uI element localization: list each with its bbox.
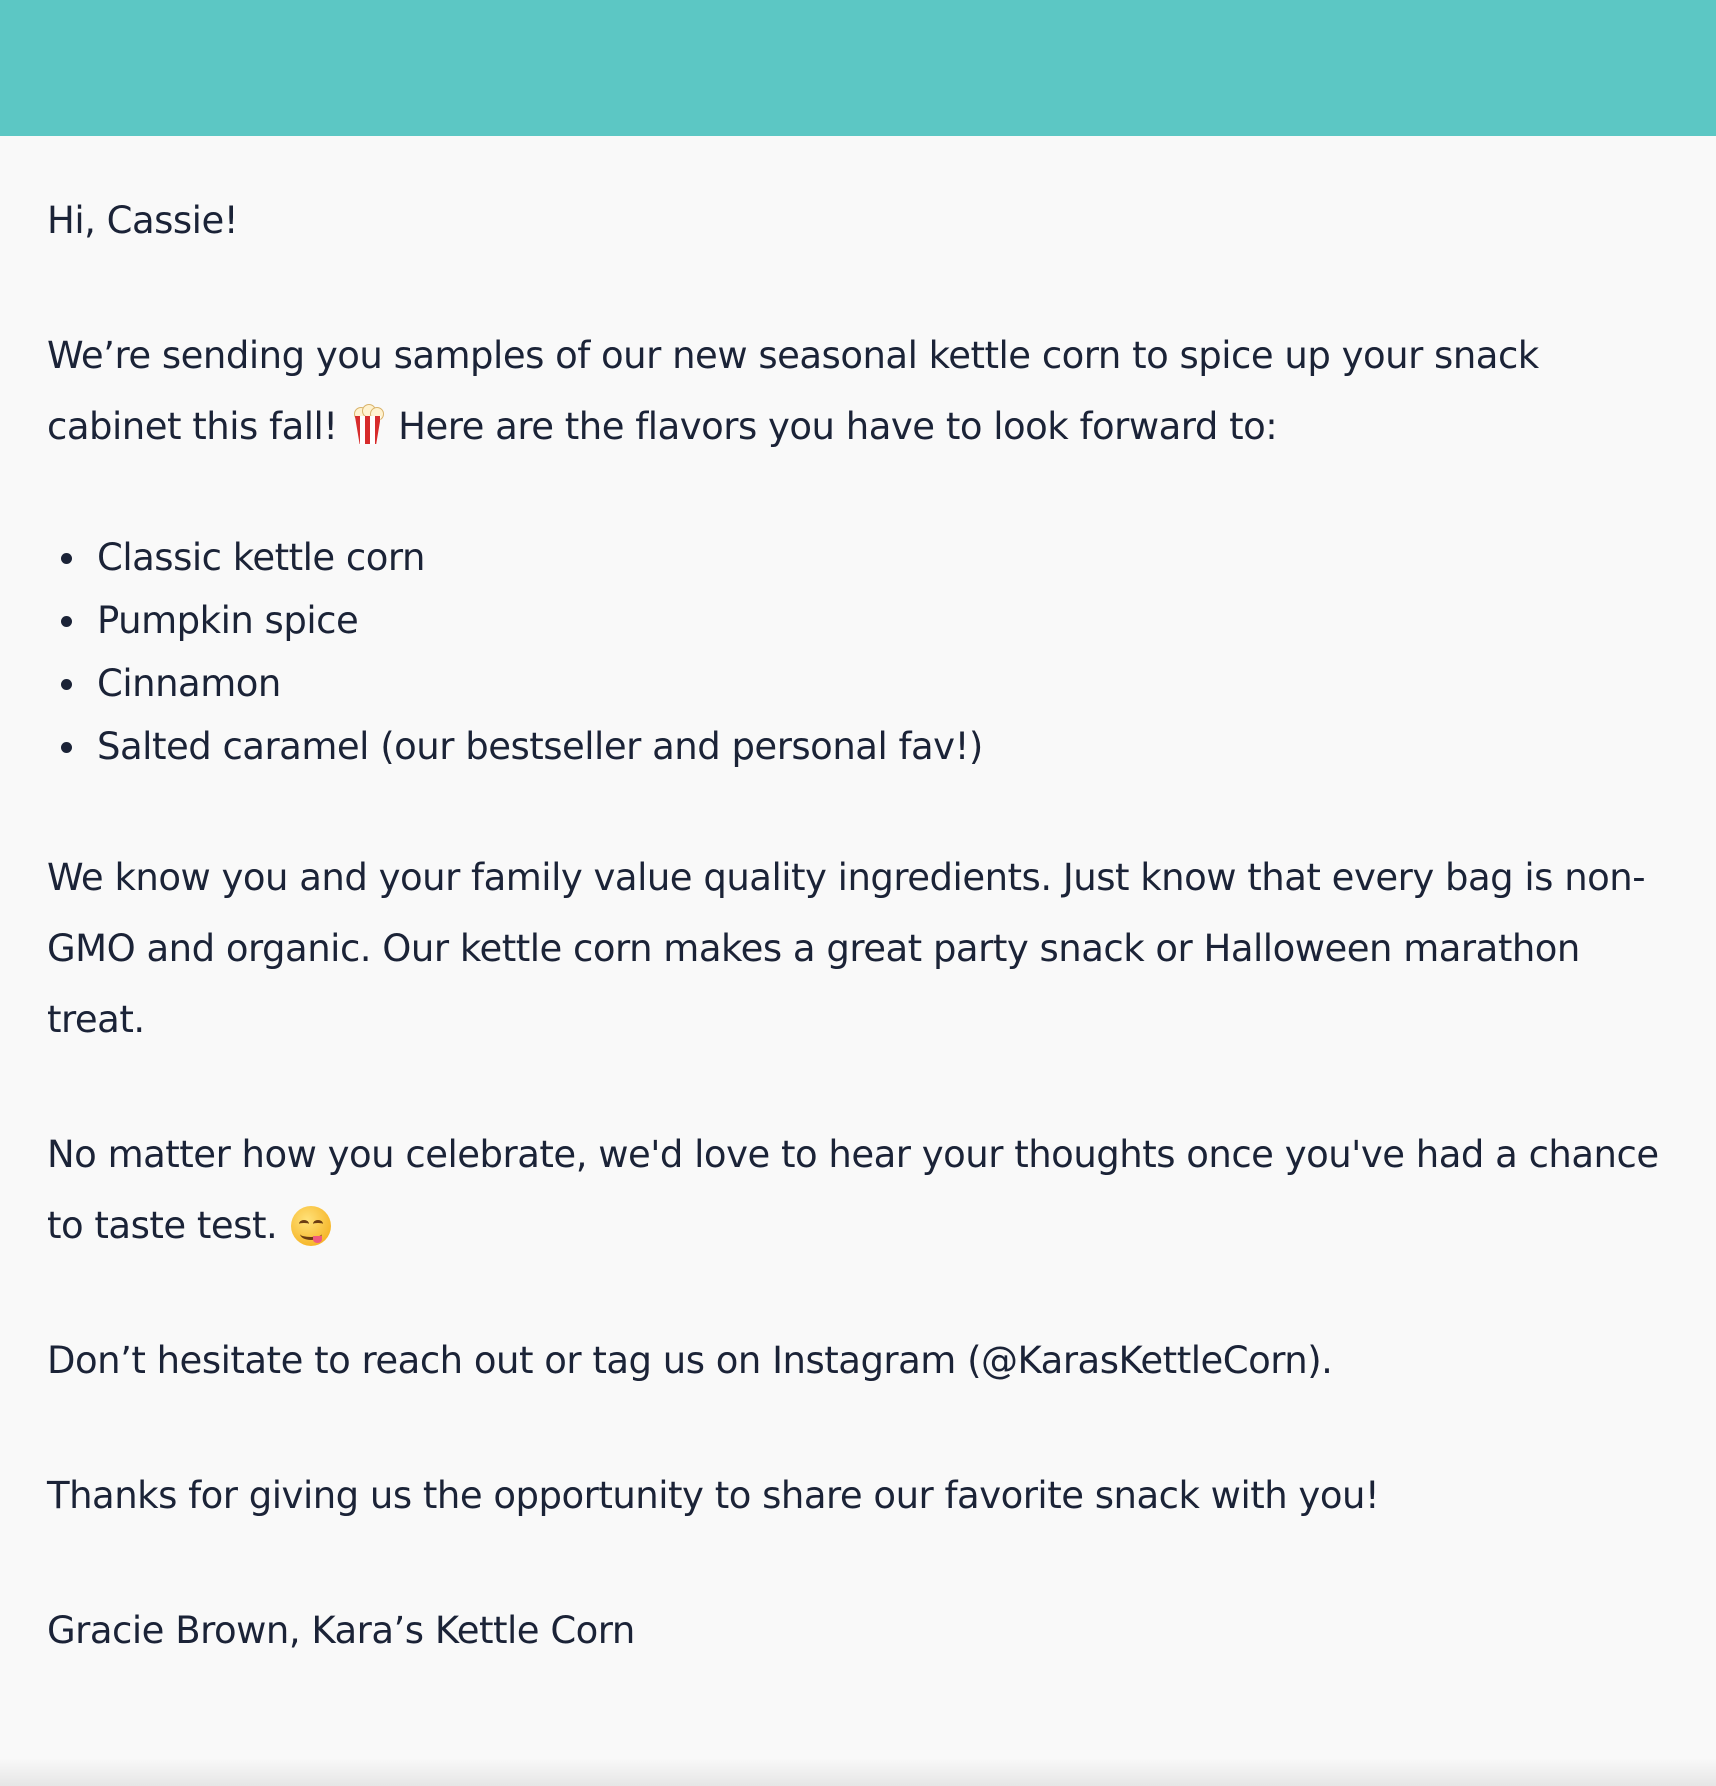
spacer <box>47 1055 1677 1119</box>
instagram-paragraph: Don’t hesitate to reach out or tag us on Instagram (@KarasKettleCorn). <box>47 1339 1333 1382</box>
thanks-paragraph: Thanks for giving us the opportunity to share our favorite snack with you! <box>47 1474 1380 1517</box>
bottom-shade <box>0 1758 1716 1786</box>
header-band <box>0 0 1716 136</box>
celebrate-text: No matter how you celebrate, we'd love to hear your thoughts once you've had a chance to taste test. <box>47 1133 1659 1247</box>
list-item: Pumpkin spice <box>47 589 1677 652</box>
flavor-list <box>47 526 1677 778</box>
spacer <box>47 1261 1677 1325</box>
email-body <box>47 136 1677 1666</box>
yum-face-icon <box>291 1206 331 1246</box>
spacer <box>47 1396 1677 1460</box>
list-item: Classic kettle corn <box>47 526 1677 589</box>
list-item: Cinnamon <box>47 652 1677 715</box>
email-signature: Gracie Brown, Kara’s Kettle Corn <box>47 1609 635 1652</box>
spacer <box>47 256 1677 320</box>
spacer <box>47 778 1677 842</box>
celebrate-paragraph <box>47 1119 1677 1261</box>
popcorn-icon <box>352 404 384 444</box>
quality-paragraph: We know you and your family value quality ingredients. Just know that every bag is non-GMO and organic. Our kettle corn makes a great party snack or Halloween marathon treat. <box>47 856 1646 1041</box>
list-item: Salted caramel (our bestseller and personal fav!) <box>47 715 1677 778</box>
spacer <box>47 462 1677 526</box>
email-greeting: Hi, Cassie! <box>47 199 239 242</box>
intro-text-before-emoji: We’re sending you samples of our new seasonal kettle corn to spice up your snack cabinet this fall! <box>47 334 1539 448</box>
intro-text-after-emoji: Here are the flavors you have to look forward to: <box>398 405 1278 448</box>
spacer <box>47 1531 1677 1595</box>
intro-paragraph <box>47 320 1677 462</box>
